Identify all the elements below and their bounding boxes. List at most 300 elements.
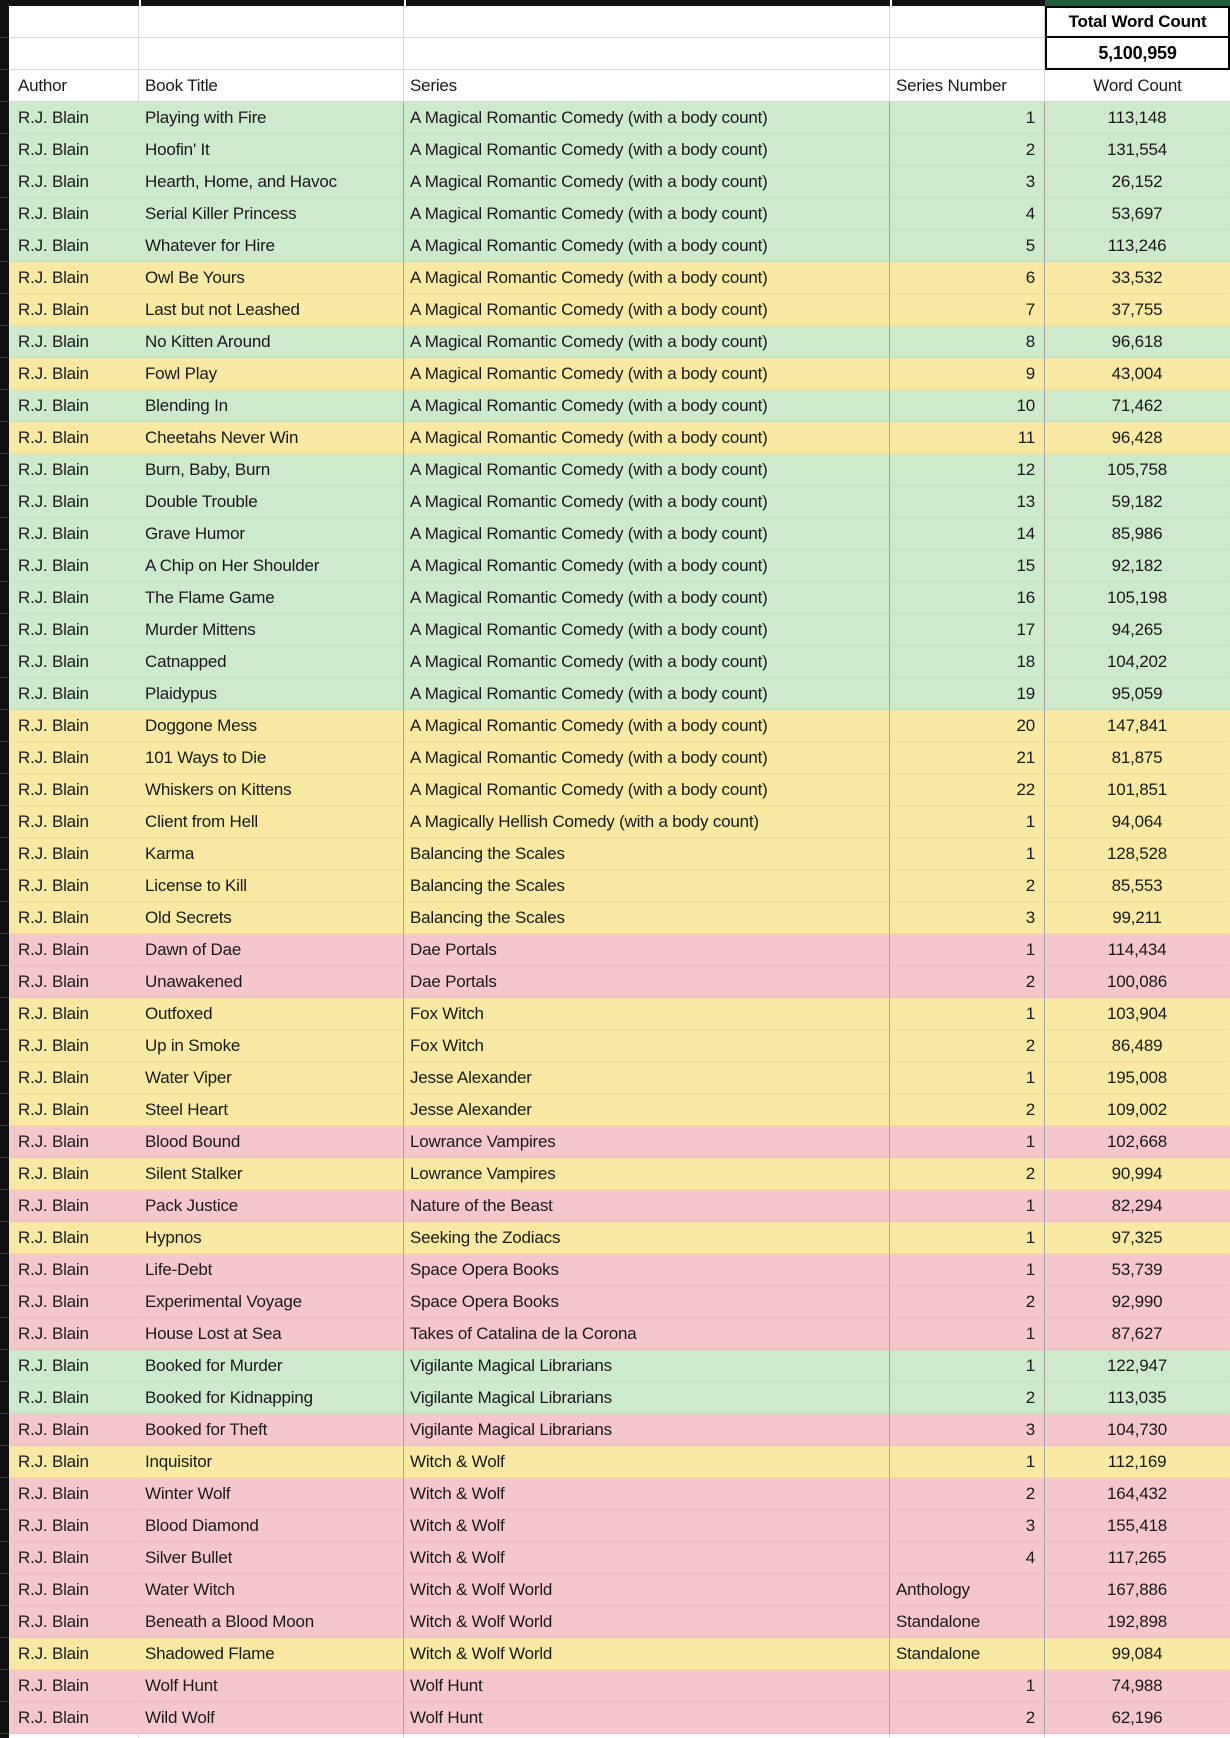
cell-book-title[interactable]: Water Witch [139, 1574, 404, 1606]
cell-series-number[interactable]: 1 [890, 1670, 1045, 1702]
cell-author[interactable]: R.J. Blain [9, 1574, 139, 1606]
cell-word-count[interactable]: 92,182 [1045, 550, 1230, 582]
empty-cell[interactable] [890, 1734, 1045, 1738]
cell-book-title[interactable]: Blood Bound [139, 1126, 404, 1158]
cell-word-count[interactable]: 102,668 [1045, 1126, 1230, 1158]
cell-series[interactable]: Fox Witch [404, 1030, 890, 1062]
cell-series[interactable]: A Magical Romantic Comedy (with a body count) [404, 518, 890, 550]
cell-word-count[interactable]: 105,198 [1045, 582, 1230, 614]
cell-series-number[interactable]: 6 [890, 262, 1045, 294]
cell-author[interactable]: R.J. Blain [9, 230, 139, 262]
empty-cell[interactable] [9, 1734, 139, 1738]
cell-word-count[interactable]: 95,059 [1045, 678, 1230, 710]
cell-series-number[interactable]: 3 [890, 1414, 1045, 1446]
cell-author[interactable]: R.J. Blain [9, 1670, 139, 1702]
table-row [9, 1254, 1230, 1286]
cell-series-number[interactable]: 9 [890, 358, 1045, 390]
cell-word-count[interactable]: 147,841 [1045, 710, 1230, 742]
cell-series-number[interactable]: 22 [890, 774, 1045, 806]
cell-series[interactable]: A Magical Romantic Comedy (with a body count) [404, 326, 890, 358]
cell-word-count[interactable]: 97,325 [1045, 1222, 1230, 1254]
cell-series[interactable]: A Magical Romantic Comedy (with a body count) [404, 358, 890, 390]
cell-book-title[interactable]: Hypnos [139, 1222, 404, 1254]
column-header-book-title[interactable]: Book Title [139, 70, 404, 102]
cell-series-number[interactable]: 3 [890, 166, 1045, 198]
table-row [9, 550, 1230, 582]
cell-series-number[interactable]: 20 [890, 710, 1045, 742]
cell-series-number[interactable]: 15 [890, 550, 1045, 582]
cell-series-number[interactable]: 2 [890, 1702, 1045, 1734]
cell-series[interactable]: Space Opera Books [404, 1286, 890, 1318]
cell-series-number[interactable]: 10 [890, 390, 1045, 422]
cell-author[interactable]: R.J. Blain [9, 486, 139, 518]
cell-series[interactable]: Wolf Hunt [404, 1702, 890, 1734]
cell-book-title[interactable]: Blending In [139, 390, 404, 422]
cell-word-count[interactable]: 195,008 [1045, 1062, 1230, 1094]
cell-book-title[interactable]: A Chip on Her Shoulder [139, 550, 404, 582]
cell-book-title[interactable]: Winter Wolf [139, 1478, 404, 1510]
cell-author[interactable]: R.J. Blain [9, 358, 139, 390]
cell-word-count[interactable]: 155,418 [1045, 1510, 1230, 1542]
cell-series-number[interactable]: 1 [890, 1190, 1045, 1222]
cell-book-title[interactable]: Shadowed Flame [139, 1638, 404, 1670]
cell-series[interactable]: A Magical Romantic Comedy (with a body count) [404, 390, 890, 422]
cell-word-count[interactable]: 101,851 [1045, 774, 1230, 806]
cell-book-title[interactable]: Hoofin' It [139, 134, 404, 166]
cell-word-count[interactable]: 85,986 [1045, 518, 1230, 550]
cell-series-number[interactable]: 2 [890, 1158, 1045, 1190]
cell-author[interactable]: R.J. Blain [9, 1510, 139, 1542]
cell-author[interactable]: R.J. Blain [9, 774, 139, 806]
cell-word-count[interactable]: 37,755 [1045, 294, 1230, 326]
cell-series-number[interactable]: 7 [890, 294, 1045, 326]
total-word-count-value[interactable]: 5,100,959 [1045, 38, 1230, 70]
cell-series[interactable]: A Magical Romantic Comedy (with a body count) [404, 262, 890, 294]
cell-author[interactable]: R.J. Blain [9, 646, 139, 678]
cell-book-title[interactable]: Silver Bullet [139, 1542, 404, 1574]
cell-author[interactable]: R.J. Blain [9, 1542, 139, 1574]
cell-author[interactable]: R.J. Blain [9, 582, 139, 614]
cell-book-title[interactable]: Booked for Theft [139, 1414, 404, 1446]
cell-book-title[interactable]: No Kitten Around [139, 326, 404, 358]
cell-series[interactable]: Dae Portals [404, 934, 890, 966]
cell-word-count[interactable]: 82,294 [1045, 1190, 1230, 1222]
cell-word-count[interactable]: 33,532 [1045, 262, 1230, 294]
cell-series[interactable]: A Magical Romantic Comedy (with a body count) [404, 102, 890, 134]
table-row [9, 1158, 1230, 1190]
cell-series-number[interactable]: 8 [890, 326, 1045, 358]
cell-series[interactable]: Vigilante Magical Librarians [404, 1382, 890, 1414]
cell-book-title[interactable]: Blood Diamond [139, 1510, 404, 1542]
cell-author[interactable]: R.J. Blain [9, 1126, 139, 1158]
cell-book-title[interactable]: The Flame Game [139, 582, 404, 614]
cell-word-count[interactable]: 117,265 [1045, 1542, 1230, 1574]
cell-author[interactable]: R.J. Blain [9, 1350, 139, 1382]
empty-cell[interactable] [404, 38, 890, 70]
cell-word-count[interactable]: 99,084 [1045, 1638, 1230, 1670]
cell-word-count[interactable]: 53,697 [1045, 198, 1230, 230]
cell-author[interactable]: R.J. Blain [9, 1638, 139, 1670]
cell-book-title[interactable]: Experimental Voyage [139, 1286, 404, 1318]
cell-author[interactable]: R.J. Blain [9, 518, 139, 550]
cell-book-title[interactable]: License to Kill [139, 870, 404, 902]
cell-series[interactable]: A Magical Romantic Comedy (with a body count) [404, 230, 890, 262]
cell-series[interactable]: A Magical Romantic Comedy (with a body count) [404, 710, 890, 742]
cell-series[interactable]: Jesse Alexander [404, 1094, 890, 1126]
table-row [9, 230, 1230, 262]
cell-author[interactable]: R.J. Blain [9, 166, 139, 198]
cell-author[interactable]: R.J. Blain [9, 102, 139, 134]
cell-series-number[interactable]: 2 [890, 966, 1045, 998]
cell-author[interactable]: R.J. Blain [9, 1318, 139, 1350]
table-row [9, 166, 1230, 198]
cell-author[interactable]: R.J. Blain [9, 678, 139, 710]
cell-series[interactable]: A Magical Romantic Comedy (with a body count) [404, 678, 890, 710]
cell-series-number[interactable]: 12 [890, 454, 1045, 486]
cell-series-number[interactable]: 17 [890, 614, 1045, 646]
cell-series-number[interactable]: 2 [890, 1382, 1045, 1414]
cell-author[interactable]: R.J. Blain [9, 1606, 139, 1638]
cell-word-count[interactable]: 113,148 [1045, 102, 1230, 134]
cell-series[interactable]: Seeking the Zodiacs [404, 1222, 890, 1254]
cell-book-title[interactable]: Whiskers on Kittens [139, 774, 404, 806]
cell-series-number[interactable]: 4 [890, 198, 1045, 230]
cell-series[interactable]: A Magical Romantic Comedy (with a body count) [404, 614, 890, 646]
cell-series[interactable]: Vigilante Magical Librarians [404, 1414, 890, 1446]
column-header-series[interactable]: Series [404, 70, 890, 102]
cell-author[interactable]: R.J. Blain [9, 1286, 139, 1318]
cell-series-number[interactable]: 1 [890, 934, 1045, 966]
cell-series-number[interactable]: 13 [890, 486, 1045, 518]
cell-word-count[interactable]: 114,434 [1045, 934, 1230, 966]
cell-word-count[interactable]: 87,627 [1045, 1318, 1230, 1350]
cell-book-title[interactable]: 101 Ways to Die [139, 742, 404, 774]
cell-author[interactable]: R.J. Blain [9, 390, 139, 422]
cell-book-title[interactable]: Karma [139, 838, 404, 870]
cell-series[interactable]: A Magical Romantic Comedy (with a body count) [404, 550, 890, 582]
cell-word-count[interactable]: 192,898 [1045, 1606, 1230, 1638]
cell-series[interactable]: Nature of the Beast [404, 1190, 890, 1222]
cell-series[interactable]: Wolf Hunt [404, 1670, 890, 1702]
cell-book-title[interactable]: Old Secrets [139, 902, 404, 934]
cell-author[interactable]: R.J. Blain [9, 966, 139, 998]
cell-book-title[interactable]: Last but not Leashed [139, 294, 404, 326]
empty-cell[interactable] [9, 6, 139, 38]
cell-author[interactable]: R.J. Blain [9, 326, 139, 358]
cell-book-title[interactable]: Life-Debt [139, 1254, 404, 1286]
table-row [9, 1382, 1230, 1414]
cell-book-title[interactable]: Burn, Baby, Burn [139, 454, 404, 486]
cell-series-number[interactable]: 1 [890, 806, 1045, 838]
cell-series-number[interactable]: 1 [890, 1446, 1045, 1478]
cell-series[interactable]: A Magical Romantic Comedy (with a body count) [404, 166, 890, 198]
cell-series[interactable]: A Magical Romantic Comedy (with a body count) [404, 294, 890, 326]
cell-word-count[interactable]: 94,265 [1045, 614, 1230, 646]
column-header-author[interactable]: Author [9, 70, 139, 102]
cell-word-count[interactable]: 96,618 [1045, 326, 1230, 358]
cell-word-count[interactable]: 26,152 [1045, 166, 1230, 198]
empty-cell[interactable] [890, 38, 1045, 70]
cell-word-count[interactable]: 53,739 [1045, 1254, 1230, 1286]
cell-author[interactable]: R.J. Blain [9, 1094, 139, 1126]
cell-word-count[interactable]: 104,202 [1045, 646, 1230, 678]
table-row [9, 1094, 1230, 1126]
cell-series[interactable]: Takes of Catalina de la Corona [404, 1318, 890, 1350]
cell-word-count[interactable]: 81,875 [1045, 742, 1230, 774]
row-header-strip [0, 0, 9, 1738]
cell-author[interactable]: R.J. Blain [9, 1446, 139, 1478]
cell-series-number[interactable]: 1 [890, 838, 1045, 870]
cell-word-count[interactable]: 85,553 [1045, 870, 1230, 902]
cell-book-title[interactable]: Murder Mittens [139, 614, 404, 646]
cell-series[interactable]: Balancing the Scales [404, 870, 890, 902]
cell-series[interactable]: A Magical Romantic Comedy (with a body count) [404, 774, 890, 806]
cell-series-number[interactable]: 5 [890, 230, 1045, 262]
cell-series[interactable]: A Magically Hellish Comedy (with a body count) [404, 806, 890, 838]
cell-author[interactable]: R.J. Blain [9, 1158, 139, 1190]
cell-book-title[interactable]: Plaidypus [139, 678, 404, 710]
table-row [9, 1702, 1230, 1734]
cell-author[interactable]: R.J. Blain [9, 422, 139, 454]
cell-book-title[interactable]: Cheetahs Never Win [139, 422, 404, 454]
cell-series[interactable]: Witch & Wolf [404, 1510, 890, 1542]
cell-series[interactable]: Vigilante Magical Librarians [404, 1350, 890, 1382]
cell-author[interactable]: R.J. Blain [9, 838, 139, 870]
empty-cell[interactable] [404, 6, 890, 38]
cell-series[interactable]: Witch & Wolf World [404, 1574, 890, 1606]
cell-book-title[interactable]: Playing with Fire [139, 102, 404, 134]
header-row [9, 70, 1230, 102]
cell-word-count[interactable]: 74,988 [1045, 1670, 1230, 1702]
cell-word-count[interactable]: 105,758 [1045, 454, 1230, 486]
cell-word-count[interactable]: 94,064 [1045, 806, 1230, 838]
cell-book-title[interactable]: Whatever for Hire [139, 230, 404, 262]
cell-author[interactable]: R.J. Blain [9, 294, 139, 326]
cell-series-number[interactable]: 1 [890, 1062, 1045, 1094]
cell-word-count[interactable]: 167,886 [1045, 1574, 1230, 1606]
cell-author[interactable]: R.J. Blain [9, 902, 139, 934]
cell-series-number[interactable]: 1 [890, 1126, 1045, 1158]
cell-book-title[interactable]: Outfoxed [139, 998, 404, 1030]
cell-author[interactable]: R.J. Blain [9, 134, 139, 166]
cell-word-count[interactable]: 103,904 [1045, 998, 1230, 1030]
empty-cell[interactable] [9, 38, 139, 70]
cell-author[interactable]: R.J. Blain [9, 934, 139, 966]
cell-series-number[interactable]: 2 [890, 1030, 1045, 1062]
cell-author[interactable]: R.J. Blain [9, 998, 139, 1030]
cell-author[interactable]: R.J. Blain [9, 1478, 139, 1510]
empty-cell[interactable] [890, 6, 1045, 38]
cell-series-number[interactable]: 18 [890, 646, 1045, 678]
cell-word-count[interactable]: 100,086 [1045, 966, 1230, 998]
cell-series-number[interactable]: 2 [890, 1478, 1045, 1510]
cell-series-number[interactable]: 2 [890, 1094, 1045, 1126]
cell-series-number[interactable]: Standalone [890, 1638, 1045, 1670]
cell-author[interactable]: R.J. Blain [9, 1702, 139, 1734]
cell-series-number[interactable]: 2 [890, 1286, 1045, 1318]
cell-series[interactable]: A Magical Romantic Comedy (with a body count) [404, 742, 890, 774]
table-row [9, 422, 1230, 454]
cell-series[interactable]: A Magical Romantic Comedy (with a body count) [404, 582, 890, 614]
cell-series[interactable]: Balancing the Scales [404, 902, 890, 934]
cell-series-number[interactable]: 21 [890, 742, 1045, 774]
cell-word-count[interactable]: 59,182 [1045, 486, 1230, 518]
cell-series[interactable]: Witch & Wolf [404, 1542, 890, 1574]
cell-book-title[interactable]: Unawakened [139, 966, 404, 998]
cell-author[interactable]: R.J. Blain [9, 1030, 139, 1062]
cell-word-count[interactable]: 62,196 [1045, 1702, 1230, 1734]
cell-series[interactable]: A Magical Romantic Comedy (with a body count) [404, 198, 890, 230]
cell-series-number[interactable]: 1 [890, 1254, 1045, 1286]
empty-cell[interactable] [404, 1734, 890, 1738]
cell-series[interactable]: Lowrance Vampires [404, 1126, 890, 1158]
cell-series-number[interactable]: Anthology [890, 1574, 1045, 1606]
cell-word-count[interactable]: 164,432 [1045, 1478, 1230, 1510]
table-row [9, 646, 1230, 678]
cell-book-title[interactable]: Owl Be Yours [139, 262, 404, 294]
cell-word-count[interactable]: 71,462 [1045, 390, 1230, 422]
cell-word-count[interactable]: 99,211 [1045, 902, 1230, 934]
cell-series[interactable]: Witch & Wolf World [404, 1606, 890, 1638]
table-row [9, 326, 1230, 358]
cell-word-count[interactable]: 112,169 [1045, 1446, 1230, 1478]
cell-series[interactable]: Balancing the Scales [404, 838, 890, 870]
cell-author[interactable]: R.J. Blain [9, 454, 139, 486]
cell-book-title[interactable]: Water Viper [139, 1062, 404, 1094]
cell-series[interactable]: A Magical Romantic Comedy (with a body count) [404, 422, 890, 454]
cell-series-number[interactable]: 3 [890, 902, 1045, 934]
cell-series[interactable]: Witch & Wolf [404, 1446, 890, 1478]
cell-author[interactable]: R.J. Blain [9, 550, 139, 582]
column-divider [139, 0, 141, 6]
cell-series[interactable]: Jesse Alexander [404, 1062, 890, 1094]
cell-series-number[interactable]: 1 [890, 1318, 1045, 1350]
cell-author[interactable]: R.J. Blain [9, 198, 139, 230]
table-row [9, 774, 1230, 806]
cell-word-count[interactable]: 92,990 [1045, 1286, 1230, 1318]
cell-author[interactable]: R.J. Blain [9, 262, 139, 294]
cell-word-count[interactable]: 86,489 [1045, 1030, 1230, 1062]
cell-word-count[interactable]: 122,947 [1045, 1350, 1230, 1382]
cell-series-number[interactable]: 11 [890, 422, 1045, 454]
cell-book-title[interactable]: Beneath a Blood Moon [139, 1606, 404, 1638]
total-word-count-label[interactable]: Total Word Count [1045, 6, 1230, 38]
cell-series-number[interactable]: 1 [890, 102, 1045, 134]
cell-author[interactable]: R.J. Blain [9, 806, 139, 838]
cell-book-title[interactable]: Steel Heart [139, 1094, 404, 1126]
cell-word-count[interactable]: 109,002 [1045, 1094, 1230, 1126]
cell-word-count[interactable]: 104,730 [1045, 1414, 1230, 1446]
table-row [9, 134, 1230, 166]
cell-word-count[interactable]: 128,528 [1045, 838, 1230, 870]
cell-book-title[interactable]: Wolf Hunt [139, 1670, 404, 1702]
cell-series[interactable]: A Magical Romantic Comedy (with a body count) [404, 134, 890, 166]
cell-series-number[interactable]: 1 [890, 1350, 1045, 1382]
empty-cell[interactable] [139, 38, 404, 70]
cell-author[interactable]: R.J. Blain [9, 614, 139, 646]
table-row [9, 742, 1230, 774]
cell-series[interactable]: Space Opera Books [404, 1254, 890, 1286]
cell-book-title[interactable]: Inquisitor [139, 1446, 404, 1478]
cell-series-number[interactable]: 3 [890, 1510, 1045, 1542]
cell-book-title[interactable]: House Lost at Sea [139, 1318, 404, 1350]
cell-book-title[interactable]: Silent Stalker [139, 1158, 404, 1190]
cell-series-number[interactable]: 14 [890, 518, 1045, 550]
cell-book-title[interactable]: Doggone Mess [139, 710, 404, 742]
cell-word-count[interactable]: 113,035 [1045, 1382, 1230, 1414]
cell-series[interactable]: Lowrance Vampires [404, 1158, 890, 1190]
empty-cell[interactable] [139, 1734, 404, 1738]
cell-book-title[interactable]: Serial Killer Princess [139, 198, 404, 230]
empty-cell[interactable] [1045, 1734, 1230, 1738]
cell-book-title[interactable]: Hearth, Home, and Havoc [139, 166, 404, 198]
cell-author[interactable]: R.J. Blain [9, 870, 139, 902]
cell-book-title[interactable]: Fowl Play [139, 358, 404, 390]
cell-series[interactable]: A Magical Romantic Comedy (with a body count) [404, 486, 890, 518]
column-header-accent [1045, 0, 1230, 6]
table-row [9, 1574, 1230, 1606]
cell-author[interactable]: R.J. Blain [9, 742, 139, 774]
sheet-body [9, 102, 1230, 1734]
column-header-series-number[interactable]: Series Number [890, 70, 1045, 102]
cell-series-number[interactable]: 2 [890, 134, 1045, 166]
cell-word-count[interactable]: 90,994 [1045, 1158, 1230, 1190]
cell-series-number[interactable]: 19 [890, 678, 1045, 710]
cell-book-title[interactable]: Double Trouble [139, 486, 404, 518]
cell-book-title[interactable]: Catnapped [139, 646, 404, 678]
cell-series-number[interactable]: 16 [890, 582, 1045, 614]
cell-word-count[interactable]: 113,246 [1045, 230, 1230, 262]
cell-series[interactable]: A Magical Romantic Comedy (with a body count) [404, 454, 890, 486]
cell-book-title[interactable]: Client from Hell [139, 806, 404, 838]
column-header-word-count[interactable]: Word Count [1045, 70, 1230, 102]
cell-book-title[interactable]: Up in Smoke [139, 1030, 404, 1062]
cell-author[interactable]: R.J. Blain [9, 1254, 139, 1286]
cell-author[interactable]: R.J. Blain [9, 1190, 139, 1222]
cell-author[interactable]: R.J. Blain [9, 1382, 139, 1414]
cell-book-title[interactable]: Dawn of Dae [139, 934, 404, 966]
table-row [9, 1510, 1230, 1542]
cell-book-title[interactable]: Wild Wolf [139, 1702, 404, 1734]
cell-series-number[interactable]: 1 [890, 998, 1045, 1030]
cell-series[interactable]: Fox Witch [404, 998, 890, 1030]
cell-author[interactable]: R.J. Blain [9, 710, 139, 742]
cell-word-count[interactable]: 96,428 [1045, 422, 1230, 454]
cell-series[interactable]: A Magical Romantic Comedy (with a body count) [404, 646, 890, 678]
table-row [9, 1350, 1230, 1382]
empty-cell[interactable] [139, 6, 404, 38]
cell-author[interactable]: R.J. Blain [9, 1414, 139, 1446]
cell-word-count[interactable]: 43,004 [1045, 358, 1230, 390]
cell-series[interactable]: Witch & Wolf World [404, 1638, 890, 1670]
cell-author[interactable]: R.J. Blain [9, 1222, 139, 1254]
cell-book-title[interactable]: Booked for Murder [139, 1350, 404, 1382]
cell-book-title[interactable]: Pack Justice [139, 1190, 404, 1222]
cell-series-number[interactable]: 4 [890, 1542, 1045, 1574]
cell-series-number[interactable]: 2 [890, 870, 1045, 902]
cell-series[interactable]: Witch & Wolf [404, 1478, 890, 1510]
table-row [9, 486, 1230, 518]
cell-book-title[interactable]: Grave Humor [139, 518, 404, 550]
table-row [9, 710, 1230, 742]
cell-series-number[interactable]: Standalone [890, 1606, 1045, 1638]
cell-author[interactable]: R.J. Blain [9, 1062, 139, 1094]
cell-word-count[interactable]: 131,554 [1045, 134, 1230, 166]
table-row [9, 902, 1230, 934]
cell-book-title[interactable]: Booked for Kidnapping [139, 1382, 404, 1414]
cell-series[interactable]: Dae Portals [404, 966, 890, 998]
cell-series-number[interactable]: 1 [890, 1222, 1045, 1254]
